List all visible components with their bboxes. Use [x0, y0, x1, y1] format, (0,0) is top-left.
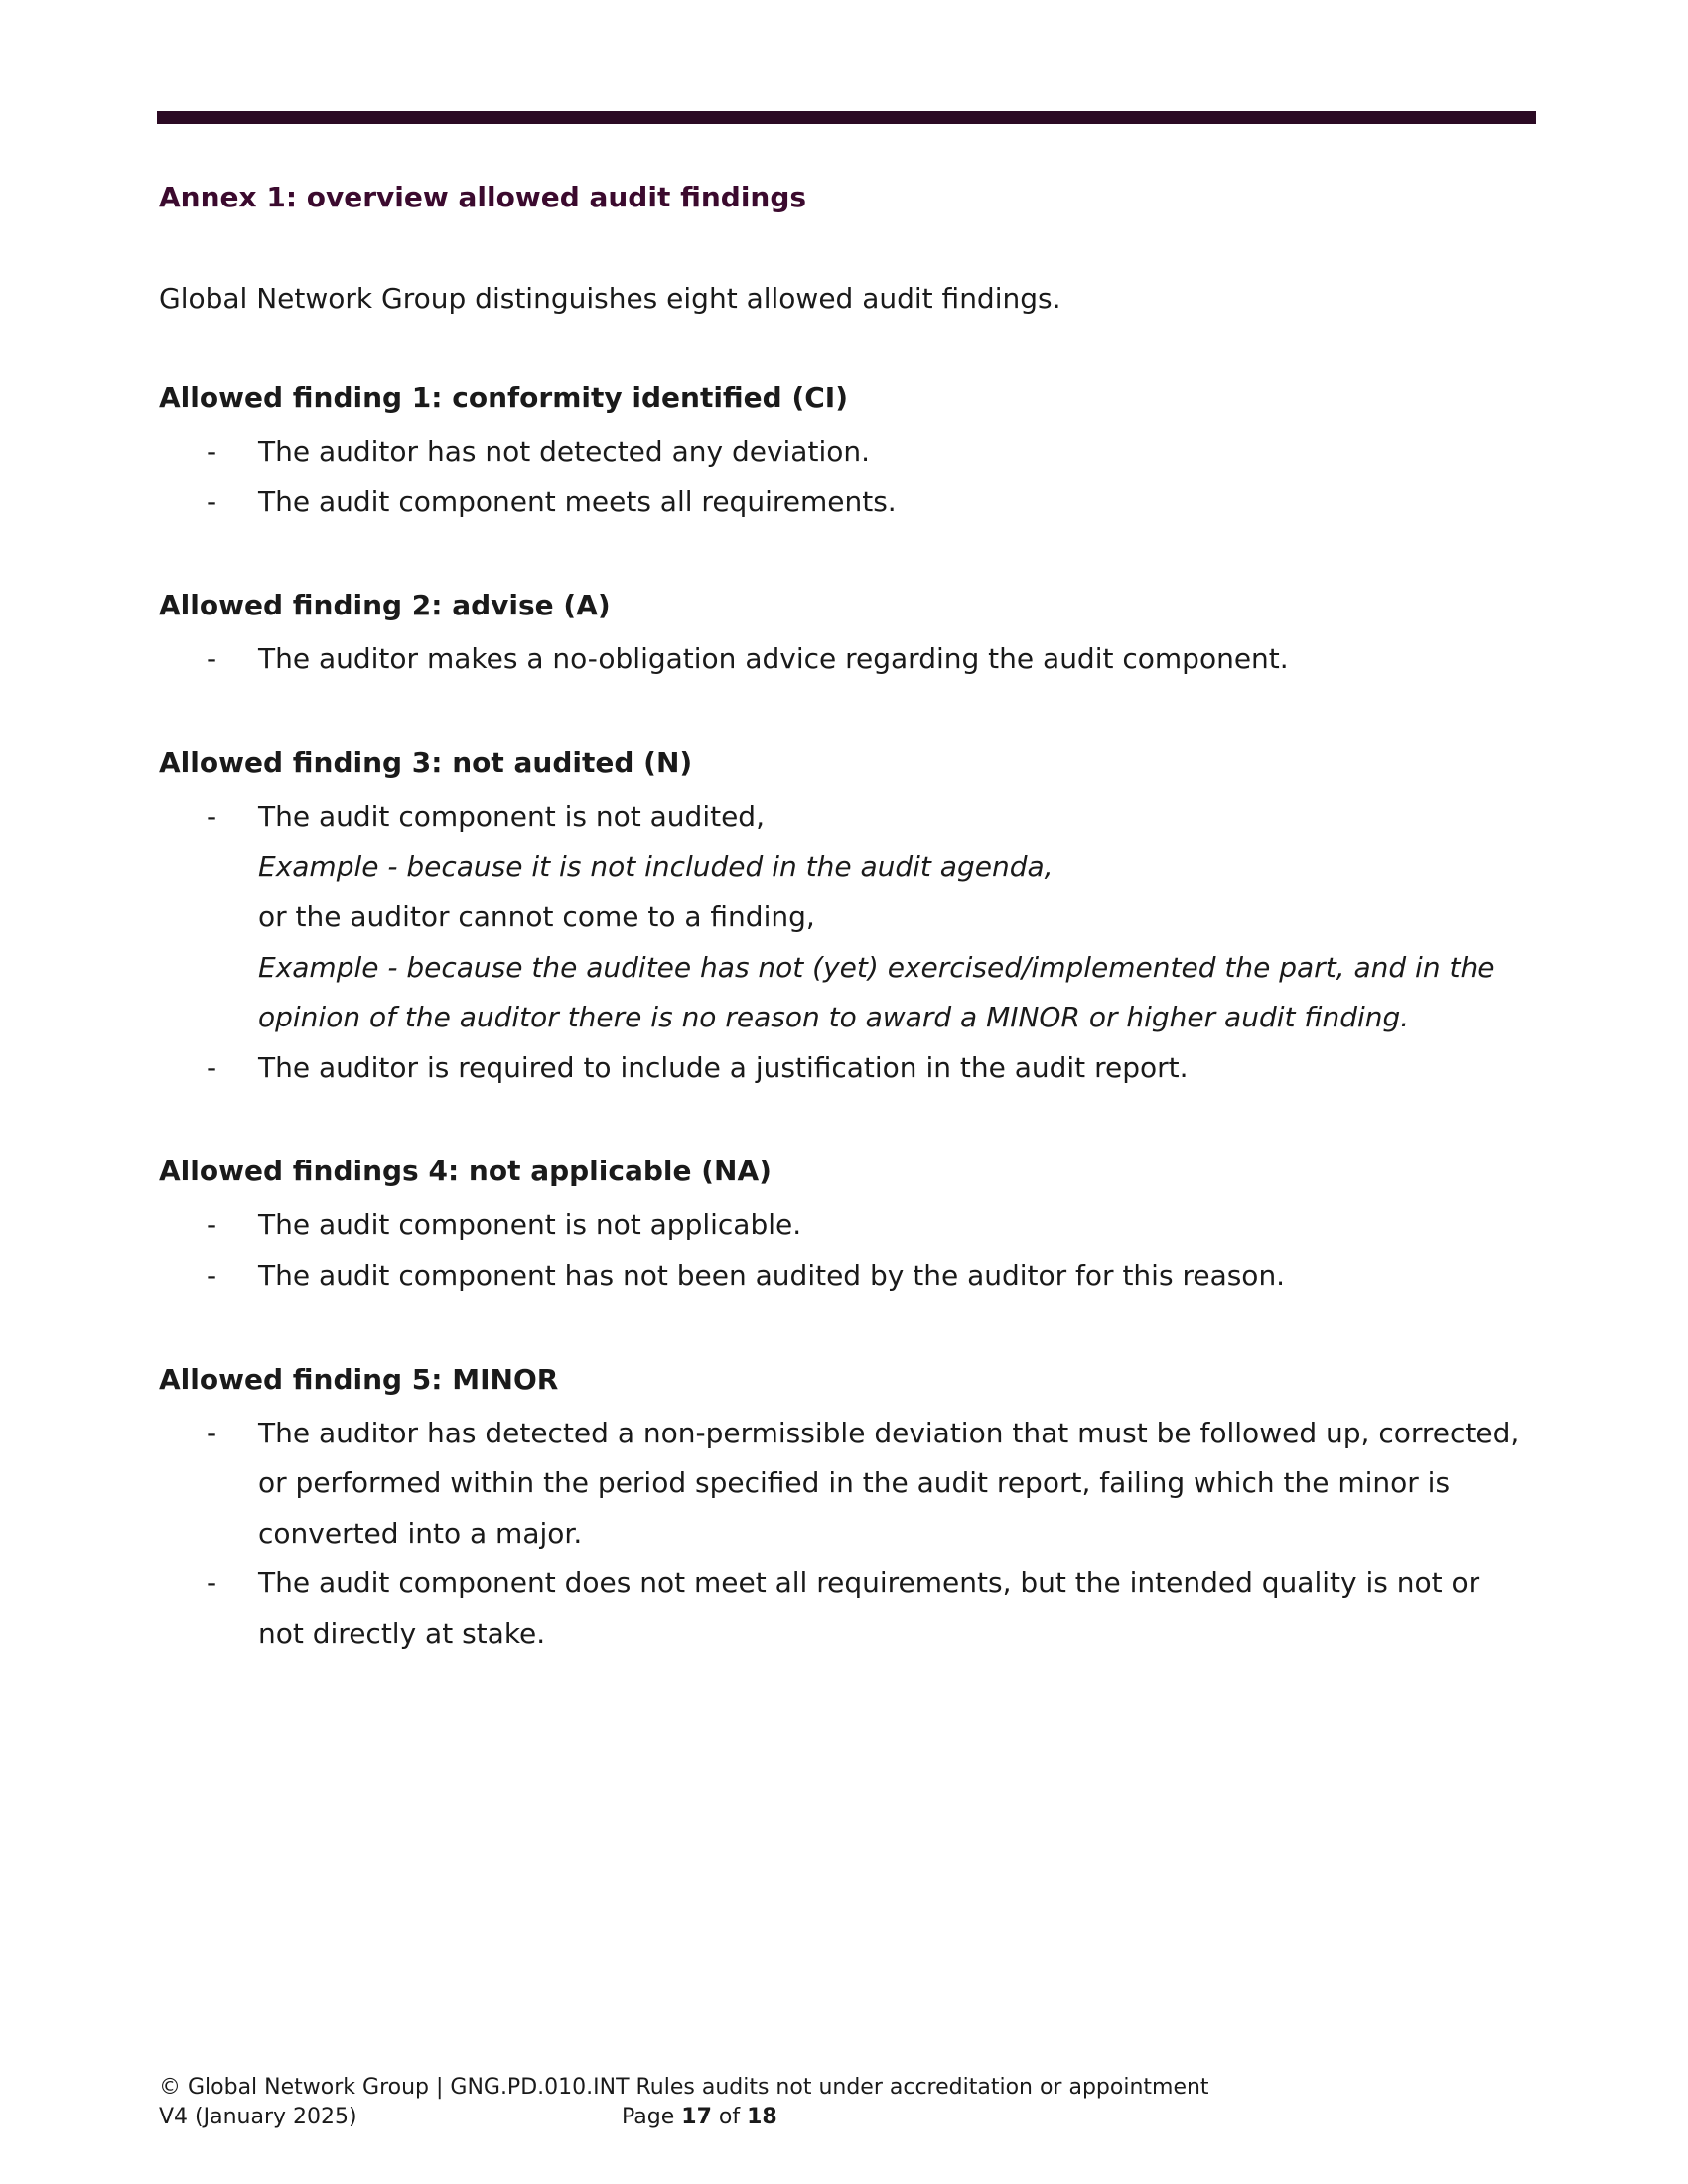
list-item	[159, 1409, 1539, 1560]
list-item	[159, 1251, 1539, 1301]
dash-bullet: -	[207, 1416, 217, 1449]
dash-bullet: -	[207, 435, 217, 468]
item-text: not directly at stake.	[258, 1616, 546, 1650]
example-text: Example - because it is not included in the audit agenda,	[258, 850, 1054, 884]
item-text: The auditor has not detected any deviation.	[258, 435, 870, 468]
footer-row	[159, 2103, 1209, 2132]
section-title: Allowed finding 1: conformity identified (CI)	[159, 381, 849, 414]
page-label: Page	[622, 2105, 675, 2129]
item-text: converted into a major.	[258, 1516, 583, 1550]
list-item	[159, 792, 1539, 1043]
example-text: opinion of the auditor there is no reason to award a MINOR or higher audit finding.	[258, 1001, 1410, 1034]
dash-bullet: -	[207, 1567, 217, 1600]
header-rule	[157, 111, 1536, 124]
dash-bullet: -	[207, 1050, 217, 1084]
item-text: The auditor makes a no-obligation advice regarding the audit component.	[258, 642, 1289, 676]
bullet-list	[159, 634, 1539, 685]
footer-version: V4 (January 2025)	[159, 2105, 357, 2129]
item-text: The audit component does not meet all requirements, but the intended quality is not or	[258, 1567, 1480, 1600]
bullet-list	[159, 1409, 1539, 1660]
item-text: The audit component is not audited,	[258, 799, 765, 833]
bullet-list	[159, 1200, 1539, 1300]
bullet-list	[159, 427, 1539, 527]
finding-section-2	[159, 585, 1539, 685]
page-number	[622, 2103, 777, 2132]
item-text: or performed within the period specified in the audit report, failing which the minor is	[258, 1466, 1451, 1500]
intro-paragraph: Global Network Group distinguishes eight allowed audit findings.	[159, 282, 1061, 315]
page-current: 17	[681, 2105, 712, 2129]
list-item	[159, 1200, 1539, 1251]
section-title: Allowed finding 2: advise (A)	[159, 589, 611, 622]
section-title: Allowed finding 5: MINOR	[159, 1362, 559, 1396]
finding-section-4	[159, 1151, 1539, 1300]
list-item	[159, 1559, 1539, 1659]
dash-bullet: -	[207, 642, 217, 676]
dash-bullet: -	[207, 799, 217, 833]
page-total: 18	[747, 2105, 777, 2129]
dash-bullet: -	[207, 484, 217, 518]
annex-title: Annex 1: overview allowed audit findings	[159, 181, 807, 213]
section-title: Allowed findings 4: not applicable (NA)	[159, 1155, 772, 1188]
page-footer	[159, 2073, 1209, 2132]
section-title: Allowed finding 3: not audited (N)	[159, 746, 693, 779]
dash-bullet: -	[207, 1258, 217, 1292]
item-text: The audit component has not been audited by the auditor for this reason.	[258, 1258, 1286, 1292]
finding-section-3	[159, 743, 1539, 1094]
list-item	[159, 634, 1539, 685]
dash-bullet: -	[207, 1208, 217, 1242]
bullet-list	[159, 792, 1539, 1094]
document-body	[159, 177, 1539, 1660]
item-text: The auditor has detected a non-permissible deviation that must be followed up, corrected,	[258, 1416, 1520, 1449]
finding-section-5	[159, 1359, 1539, 1660]
item-text: The audit component meets all requirements.	[258, 484, 897, 518]
item-text: The auditor is required to include a justification in the audit report.	[258, 1050, 1189, 1084]
item-text: The audit component is not applicable.	[258, 1208, 802, 1242]
page-of: of	[718, 2105, 741, 2129]
list-item	[159, 1043, 1539, 1094]
example-text: Example - because the auditee has not (yet) exercised/implemented the part, and in the	[258, 950, 1495, 984]
footer-copyright: © Global Network Group | GNG.PD.010.INT Rules audits not under accreditation or appointment	[159, 2075, 1209, 2100]
list-item	[159, 427, 1539, 478]
item-text: or the auditor cannot come to a finding,	[258, 899, 815, 933]
finding-section-1	[159, 377, 1539, 527]
list-item	[159, 478, 1539, 528]
